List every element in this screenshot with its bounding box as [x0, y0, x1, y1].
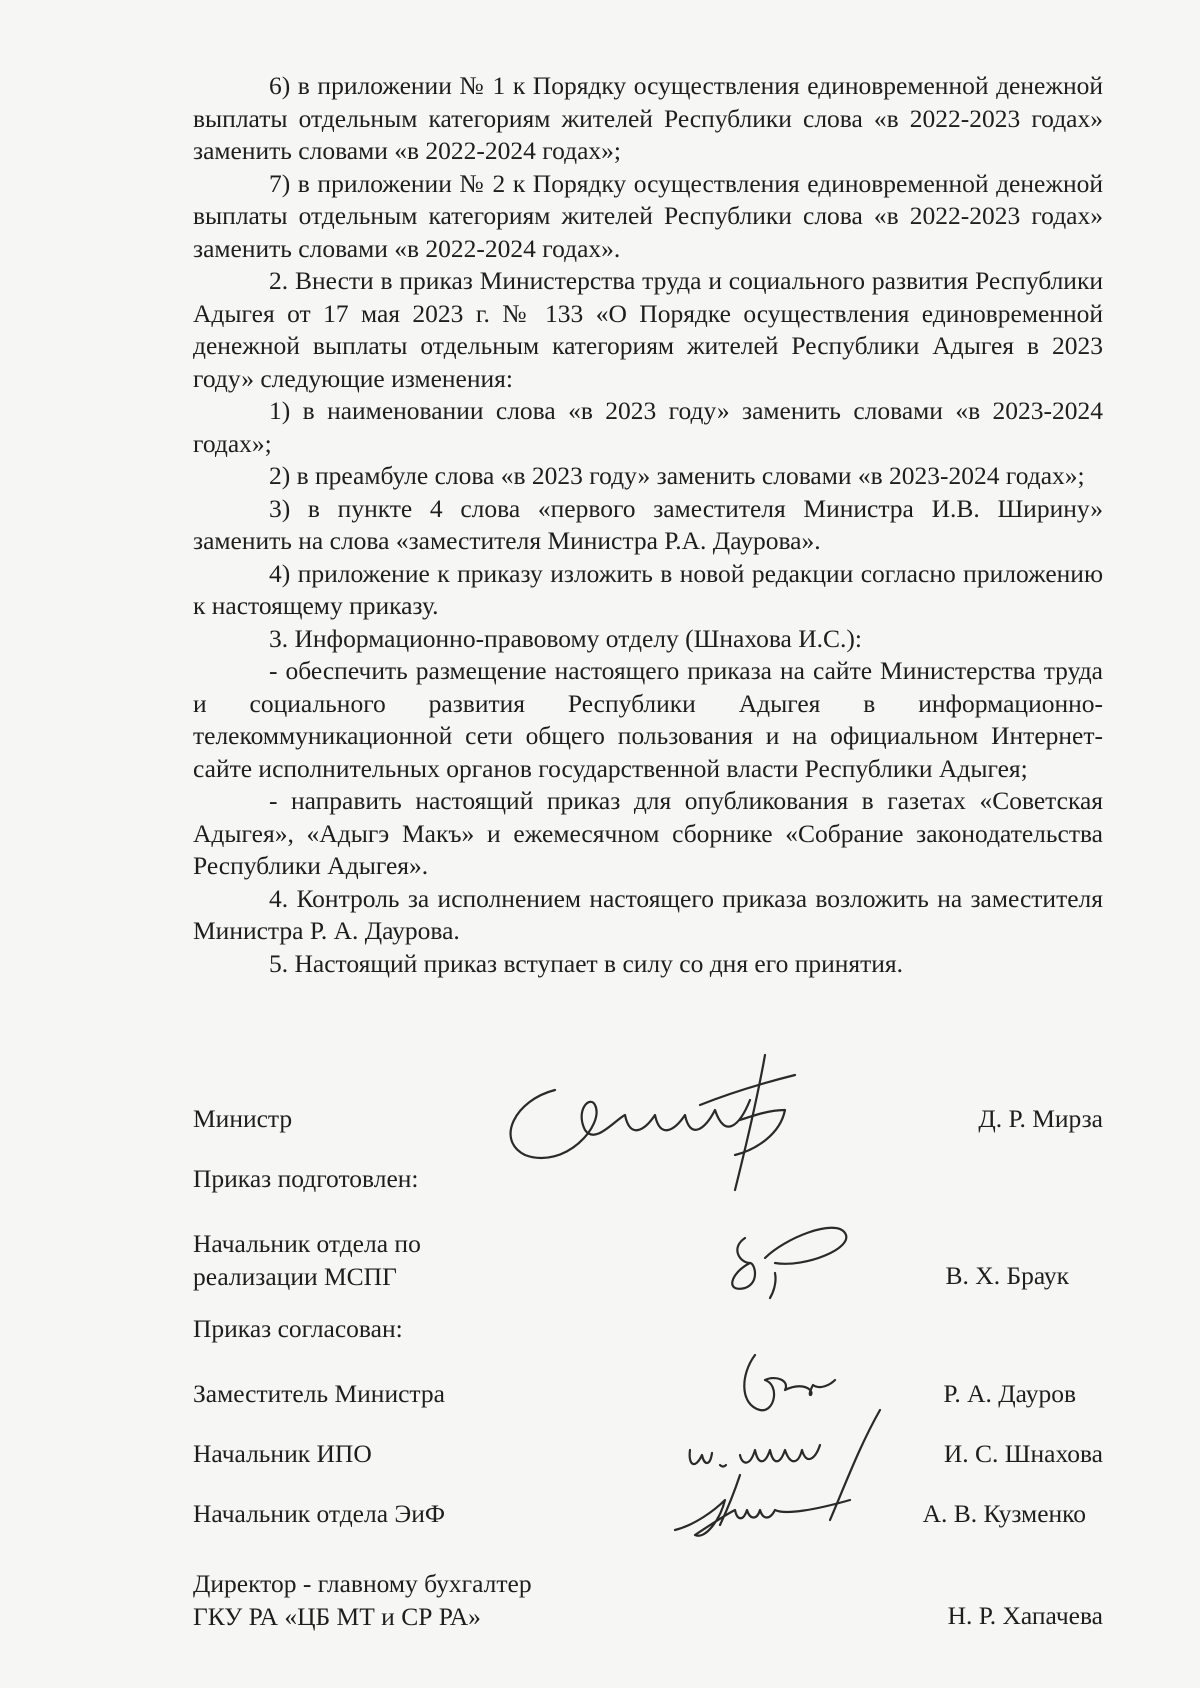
order-body: [193, 70, 1103, 980]
agreed-position-4: Директор - главному бухгалтер ГКУ РА «ЦБ МТ и СР РА»: [193, 1569, 532, 1631]
agreed-name-4: Н. Р. Хапачева: [947, 1601, 1103, 1630]
paragraph-sub-1: 1) в наименовании слова «в 2023 году» заменить словами «в 2023-2024 годах»;: [193, 396, 1103, 458]
paragraph-sub-3: 3) в пункте 4 слова «первого заместителя Министра И.В. Ширину» заменить на слова «заместителя Министра Р.А. Даурова».: [193, 493, 1103, 555]
paragraph-item-3: 3. Информационно-правовому отделу (Шнахова И.С.):: [269, 623, 862, 653]
agreed-name-3: А. В. Кузменко: [922, 1499, 1086, 1528]
paragraph-item-2: 2. Внести в приказ Министерства труда и социального развития Республики Адыгея от 17 мая 2023 г. № 133 «О Порядке осуществления единовременной денежной выплаты отдельным категориям жителей Республики Адыгея в 2023 году» следующие изменения:: [193, 266, 1103, 393]
agreed-label: Приказ согласован:: [193, 1314, 403, 1343]
prepared-label: Приказ подготовлен:: [193, 1164, 419, 1193]
paragraph-sub-4: 4) приложение к приказу изложить в новой редакции согласно приложению к настоящему приказу.: [193, 558, 1103, 620]
paragraph-item-4: 4. Контроль за исполнением настоящего приказа возложить на заместителя Министра Р. А. Даурова.: [193, 883, 1103, 945]
minister-signature: [495, 1050, 835, 1200]
agreed-name-2: И. С. Шнахова: [943, 1439, 1103, 1468]
paragraph-dash-1: - обеспечить размещение настоящего приказа на сайте Министерства труда и социального развития Республики Адыгея в информационно-телекоммуникационной сети общего пользования и на официальном Интернет-сайте исполнительных органов государственной власти Республики Адыгея;: [193, 656, 1103, 783]
prepared-position: Начальник отдела по реализации МСПГ: [193, 1229, 421, 1291]
paragraph-7: 7) в приложении № 2 к Порядку осуществления единовременной денежной выплаты отдельным категориям жителей Республики слова «в 2022-2023 годах» заменить словами «в 2022-2024 годах».: [193, 168, 1103, 263]
paragraph-6: 6) в приложении № 1 к Порядку осуществления единовременной денежной выплаты отдельным категориям жителей Республики слова «в 2022-2023 годах» заменить словами «в 2022-2024 годах»;: [193, 71, 1103, 165]
agreed-position-1: Заместитель Министра: [193, 1379, 445, 1408]
paragraph-dash-2: - направить настоящий приказ для опубликования в газетах «Советская Адыгея», «Адыгэ Макъ» и ежемесячном сборнике «Собрание законодательства Республики Адыгея».: [193, 786, 1103, 880]
paragraph-item-5: 5. Настоящий приказ вступает в силу со дня его принятия.: [269, 948, 904, 978]
minister-position: Министр: [193, 1104, 293, 1133]
agreed-name-1: Р. А. Дауров: [943, 1379, 1076, 1408]
prepared-name: В. Х. Браук: [945, 1261, 1069, 1290]
prepared-signature: [715, 1218, 865, 1308]
agreed-position-2: Начальник ИПО: [193, 1439, 372, 1468]
minister-name: Д. Р. Мирза: [978, 1104, 1103, 1133]
agreed-position-3: Начальник отдела ЭиФ: [193, 1499, 446, 1528]
paragraph-sub-2: 2) в преамбуле слова «в 2023 году» заменить словами «в 2023-2024 годах»;: [269, 461, 1085, 490]
agreed-signature-3: [665, 1470, 865, 1560]
